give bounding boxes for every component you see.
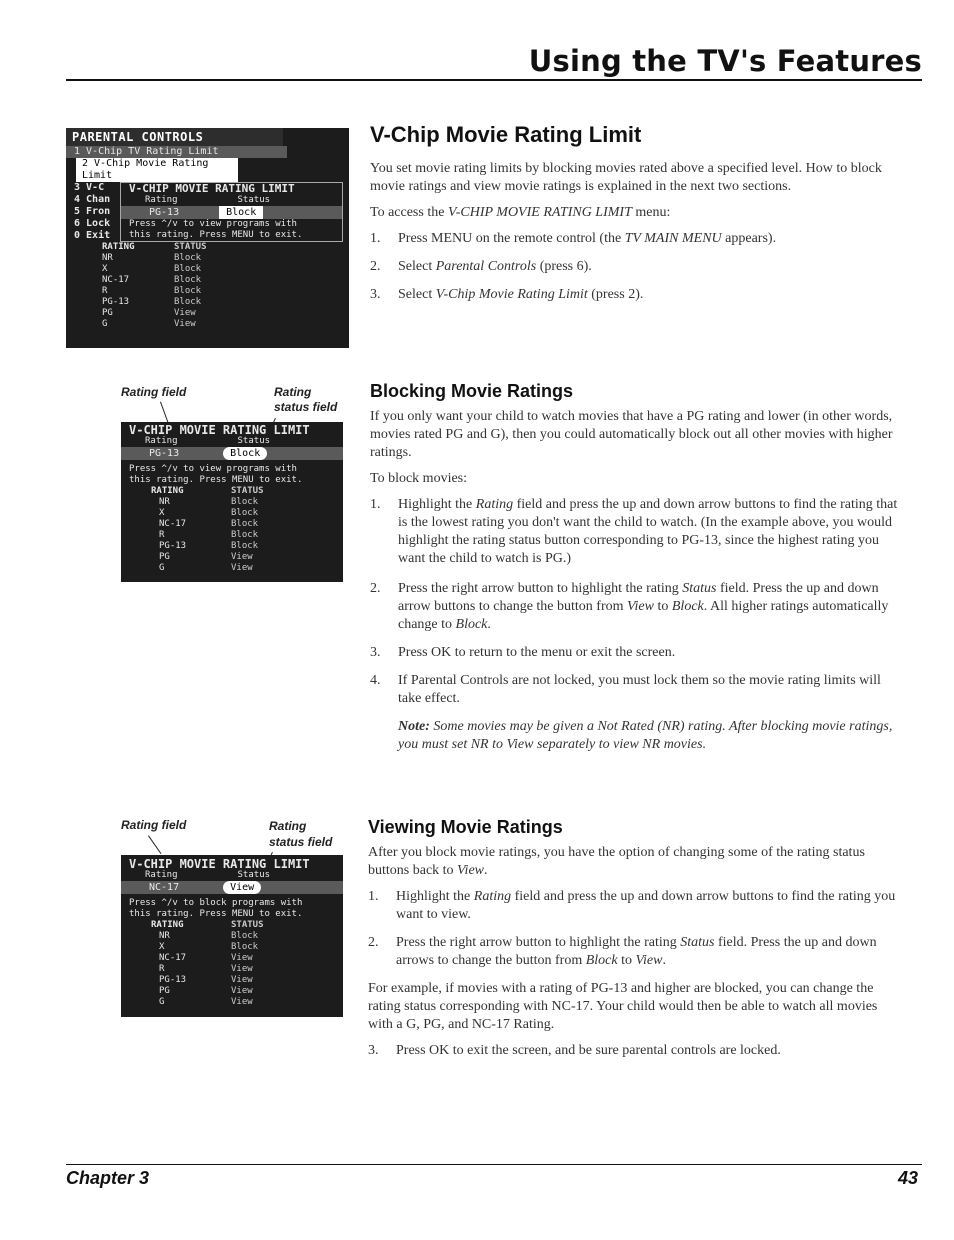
list-item bbox=[370, 672, 900, 708]
tv-status-button: Block bbox=[223, 447, 267, 460]
tv-list-rating: PG-13 bbox=[159, 541, 187, 551]
tv-list-rating: NC-17 bbox=[159, 953, 187, 963]
tv-list-status: Block bbox=[174, 297, 202, 307]
step-number: 1. bbox=[368, 889, 379, 904]
tv-list-row bbox=[66, 275, 349, 286]
value-name: View bbox=[457, 863, 485, 878]
text: to bbox=[617, 953, 636, 968]
page-header-title: Using the TV's Features bbox=[528, 44, 922, 78]
step-number: 4. bbox=[370, 673, 381, 688]
step-number: 1. bbox=[370, 497, 381, 512]
field-name: Status bbox=[680, 935, 715, 950]
tv-list-head-status: STATUS bbox=[231, 920, 264, 930]
text: . bbox=[662, 953, 666, 968]
text: field. Press the up and down arrows to change the button from bbox=[396, 935, 877, 968]
field-name: Status bbox=[682, 581, 717, 596]
section-body-viewing bbox=[368, 844, 900, 1070]
tv-list-row bbox=[66, 319, 349, 330]
tv-list-rating: G bbox=[159, 563, 165, 573]
tv-list-rating: NR bbox=[159, 931, 170, 941]
steps-list bbox=[368, 1042, 900, 1060]
tv-list-rating: NR bbox=[102, 253, 113, 263]
caption-line: Rating bbox=[269, 819, 307, 833]
tv-list-row bbox=[121, 508, 343, 519]
caption-status-field bbox=[269, 818, 332, 850]
tv-list-status: Block bbox=[174, 264, 202, 274]
text: Select bbox=[398, 259, 436, 274]
tv-list-row bbox=[121, 563, 343, 574]
section-body-blocking bbox=[370, 408, 900, 754]
tv-help-line: Press ^/v to block programs with bbox=[129, 898, 303, 908]
tv-list-row bbox=[121, 942, 343, 953]
menu-name: TV MAIN MENU bbox=[624, 231, 722, 246]
section-title-blocking: Blocking Movie Ratings bbox=[370, 381, 574, 401]
caption-rating-field: Rating field bbox=[121, 385, 187, 399]
text: Press OK to exit the screen, and be sure parental controls are locked. bbox=[396, 1043, 781, 1058]
tv-list-head-rating: RATING bbox=[151, 920, 184, 930]
tv-list-row bbox=[121, 953, 343, 964]
tv-menu-item-selected: 2 V-Chip Movie Rating Limit bbox=[76, 158, 238, 182]
tv-list-rating: NC-17 bbox=[102, 275, 130, 285]
list-item bbox=[370, 644, 900, 662]
tv-list-row bbox=[66, 264, 349, 275]
tv-list-rating: PG bbox=[102, 308, 113, 318]
text: Highlight the bbox=[398, 497, 476, 512]
tv-list-head-rating: RATING bbox=[151, 486, 184, 496]
text: Select bbox=[398, 287, 436, 302]
tv-list-status: View bbox=[231, 563, 253, 573]
tv-list-status: Block bbox=[174, 286, 202, 296]
tv-list-status: Block bbox=[231, 541, 259, 551]
text: Highlight the bbox=[396, 889, 474, 904]
text: . bbox=[487, 617, 491, 632]
section-title-viewing: Viewing Movie Ratings bbox=[368, 817, 563, 837]
tv-list-row bbox=[121, 986, 343, 997]
text: . bbox=[484, 863, 488, 878]
tv-list-head-rating: RATING bbox=[102, 242, 135, 252]
tv-list-status: View bbox=[231, 953, 253, 963]
text: To access the bbox=[370, 205, 448, 220]
tv-help-line: this rating. Press MENU to exit. bbox=[129, 475, 303, 485]
menu-name: Parental Controls bbox=[435, 259, 537, 274]
tv-list-status: View bbox=[174, 319, 196, 329]
tv-col-rating: Rating bbox=[145, 870, 178, 880]
tv-screen-view-example bbox=[121, 855, 343, 1017]
tv-rating-value: PG-13 bbox=[149, 448, 180, 459]
step-number: 3. bbox=[370, 645, 381, 660]
tv-list-rating: R bbox=[159, 530, 165, 540]
tv-rating-value: NC-17 bbox=[149, 882, 180, 893]
list-item bbox=[368, 1042, 900, 1060]
tv-screen-parental-controls bbox=[66, 128, 349, 348]
list-item bbox=[370, 258, 900, 276]
tv-list-head-status: STATUS bbox=[231, 486, 264, 496]
tv-menu-item: 4 Chan bbox=[74, 194, 111, 205]
list-item bbox=[368, 888, 900, 924]
text: Press the right arrow button to highlight the rating bbox=[398, 581, 683, 596]
tv-list-row bbox=[121, 964, 343, 975]
text: Press the right arrow button to highlight the rating bbox=[396, 935, 681, 950]
tv-list-rating: PG-13 bbox=[102, 297, 130, 307]
tv-help-line: this rating. Press MENU to exit. bbox=[129, 230, 303, 240]
text: If Parental Controls are not locked, you must lock them so the movie rating limits will take effect. bbox=[398, 673, 881, 706]
tv-list-row bbox=[121, 997, 343, 1008]
step-number: 3. bbox=[368, 1043, 379, 1058]
tv-list-status: Block bbox=[174, 275, 202, 285]
text: to bbox=[653, 599, 672, 614]
tv-list-row bbox=[121, 931, 343, 942]
tv-list-status: Block bbox=[231, 530, 259, 540]
caption-status-field bbox=[274, 385, 337, 415]
caption-line: status field bbox=[274, 400, 338, 414]
caption-line: status field bbox=[269, 835, 333, 849]
list-item bbox=[370, 496, 900, 568]
tv-list-head-status: STATUS bbox=[174, 242, 207, 252]
step-number: 1. bbox=[370, 231, 381, 246]
tv-list-status: Block bbox=[231, 942, 259, 952]
tv-list-rating: X bbox=[102, 264, 108, 274]
tv-col-status: Status bbox=[237, 436, 271, 446]
tv-list-row bbox=[121, 552, 343, 563]
tv-overlay-title: V-CHIP MOVIE RATING LIMIT bbox=[129, 857, 310, 871]
text: menu: bbox=[631, 205, 671, 220]
step-number: 2. bbox=[370, 259, 381, 274]
menu-name: V-CHIP MOVIE RATING LIMIT bbox=[447, 205, 632, 220]
text: Press MENU on the remote control (the bbox=[398, 231, 625, 246]
tv-help-line: Press ^/v to view programs with bbox=[129, 464, 297, 474]
tv-col-status: Status bbox=[237, 870, 271, 880]
tv-help-line: Press ^/v to view programs with bbox=[129, 219, 297, 229]
tv-list-rating: R bbox=[159, 964, 165, 974]
section-body-vchip-movie bbox=[370, 160, 900, 314]
paragraph: To block movies: bbox=[370, 471, 468, 486]
section-title-vchip-movie: V-Chip Movie Rating Limit bbox=[370, 122, 642, 147]
tv-list-status: Block bbox=[231, 931, 259, 941]
list-item bbox=[370, 286, 900, 304]
value-name: View bbox=[627, 599, 654, 614]
pointer-line bbox=[160, 402, 168, 423]
tv-list-status: View bbox=[231, 986, 253, 996]
tv-list-status: View bbox=[231, 964, 253, 974]
header-rule bbox=[66, 79, 922, 81]
tv-rating-value: PG-13 bbox=[149, 207, 180, 218]
list-item bbox=[370, 580, 900, 634]
tv-list-row bbox=[66, 253, 349, 264]
tv-status-button: View bbox=[223, 881, 261, 894]
tv-list-rating: PG-13 bbox=[159, 975, 187, 985]
tv-list-rating: X bbox=[159, 508, 165, 518]
field-name: Rating bbox=[473, 889, 512, 904]
value-name: View bbox=[635, 953, 663, 968]
steps-list bbox=[370, 230, 900, 304]
tv-list-rating: PG bbox=[159, 986, 170, 996]
steps-list bbox=[370, 496, 900, 708]
tv-overlay-title: V-CHIP MOVIE RATING LIMIT bbox=[129, 423, 310, 437]
pointer-line bbox=[148, 835, 161, 854]
caption-line: Rating bbox=[274, 385, 312, 399]
tv-menu-item: 1 V-Chip TV Rating Limit bbox=[66, 146, 287, 158]
value-name: Block bbox=[671, 599, 704, 614]
tv-overlay-title: V-CHIP MOVIE RATING LIMIT bbox=[129, 182, 295, 195]
tv-menu-title: PARENTAL CONTROLS bbox=[66, 128, 283, 146]
tv-list-row bbox=[66, 286, 349, 297]
step-number: 2. bbox=[368, 935, 379, 950]
text: (press 2). bbox=[587, 287, 644, 302]
tv-col-status: Status bbox=[237, 195, 271, 205]
tv-col-rating: Rating bbox=[145, 195, 178, 205]
paragraph bbox=[368, 844, 900, 880]
tv-list-status: Block bbox=[231, 497, 259, 507]
tv-list-status: View bbox=[231, 552, 253, 562]
tv-list-status: Block bbox=[231, 508, 259, 518]
tv-list-status: View bbox=[231, 997, 253, 1007]
tv-list-rating: NR bbox=[159, 497, 170, 507]
tv-list-row bbox=[121, 530, 343, 541]
tv-list-rating: G bbox=[102, 319, 108, 329]
tv-status-button: Block bbox=[219, 206, 263, 219]
text: field and press the up and down arrow buttons to find the rating you want to view. bbox=[396, 889, 896, 922]
tv-list-status: View bbox=[174, 308, 196, 318]
list-item bbox=[370, 230, 900, 248]
footer-rule bbox=[66, 1164, 922, 1165]
note-label: Note: bbox=[398, 719, 430, 734]
tv-list-rating: X bbox=[159, 942, 165, 952]
tv-help-line: this rating. Press MENU to exit. bbox=[129, 909, 303, 919]
value-name: Block bbox=[455, 617, 488, 632]
tv-list-row bbox=[121, 541, 343, 552]
step-number: 3. bbox=[370, 287, 381, 302]
field-name: Rating bbox=[475, 497, 514, 512]
paragraph: You set movie rating limits by blocking movies rated above a specified level. How to block movie ratings and view movie ratings is explained in the next two sections. bbox=[370, 161, 882, 194]
text: (press 6). bbox=[536, 259, 592, 274]
tv-menu-item: 3 V-C bbox=[74, 182, 105, 193]
list-item bbox=[368, 934, 900, 970]
tv-list-status: Block bbox=[231, 519, 259, 529]
tv-list-status: View bbox=[231, 975, 253, 985]
paragraph: For example, if movies with a rating of PG-13 and higher are blocked, you can change the rating status corresponding with NC-17. Your child would then be able to watch all movies with a G, PG, and NC-17 Rating. bbox=[368, 981, 878, 1032]
steps-list bbox=[368, 888, 900, 970]
tv-list-rating: NC-17 bbox=[159, 519, 187, 529]
footer-chapter: Chapter 3 bbox=[66, 1168, 150, 1188]
text: appears). bbox=[721, 231, 777, 246]
tv-list-rating: PG bbox=[159, 552, 170, 562]
text: . All higher ratings automatically change to bbox=[398, 599, 889, 632]
text: field. Press the up and down arrow buttons to change the button from bbox=[398, 581, 879, 614]
tv-list-row bbox=[121, 519, 343, 530]
paragraph bbox=[370, 204, 900, 222]
caption-rating-field: Rating field bbox=[121, 818, 187, 832]
tv-list-rating: G bbox=[159, 997, 165, 1007]
tv-menu-item: 6 Lock bbox=[74, 218, 111, 229]
text: Press OK to return to the menu or exit the screen. bbox=[398, 645, 676, 660]
tv-screen-block-example bbox=[121, 422, 343, 582]
step-number: 2. bbox=[370, 581, 381, 596]
tv-list-row bbox=[66, 297, 349, 308]
text: field and press the up and down arrow buttons to find the rating that is the lowest rating you don't want the child to watch. (In the example above, you would highlight the rating status button corresponding to PG-13, since the highest rating you want the child to watch is PG.) bbox=[398, 497, 898, 566]
tv-list-row bbox=[121, 975, 343, 986]
menu-name: V-Chip Movie Rating Limit bbox=[435, 287, 588, 302]
note-text: Some movies may be given a Not Rated (NR) rating. After blocking movie ratings, you must set NR to View separately to view NR movies. bbox=[398, 719, 893, 752]
value-name: Block bbox=[585, 953, 618, 968]
tv-list-status: Block bbox=[174, 253, 202, 263]
text: After you block movie ratings, you have the option of changing some of the rating status buttons back to bbox=[368, 845, 865, 878]
tv-list-row bbox=[66, 308, 349, 319]
tv-list-rating: R bbox=[102, 286, 108, 296]
paragraph: If you only want your child to watch movies that have a PG rating and lower (in other words, movies rated PG and G), then you could automatically block out all other movies with higher ratings. bbox=[370, 409, 893, 460]
note bbox=[370, 718, 900, 754]
tv-col-rating: Rating bbox=[145, 436, 178, 446]
tv-menu-item: 0 Exit bbox=[74, 230, 111, 241]
tv-menu-item: 5 Fron bbox=[74, 206, 111, 217]
footer-page-number: 43 bbox=[897, 1168, 918, 1188]
tv-list-row bbox=[121, 497, 343, 508]
